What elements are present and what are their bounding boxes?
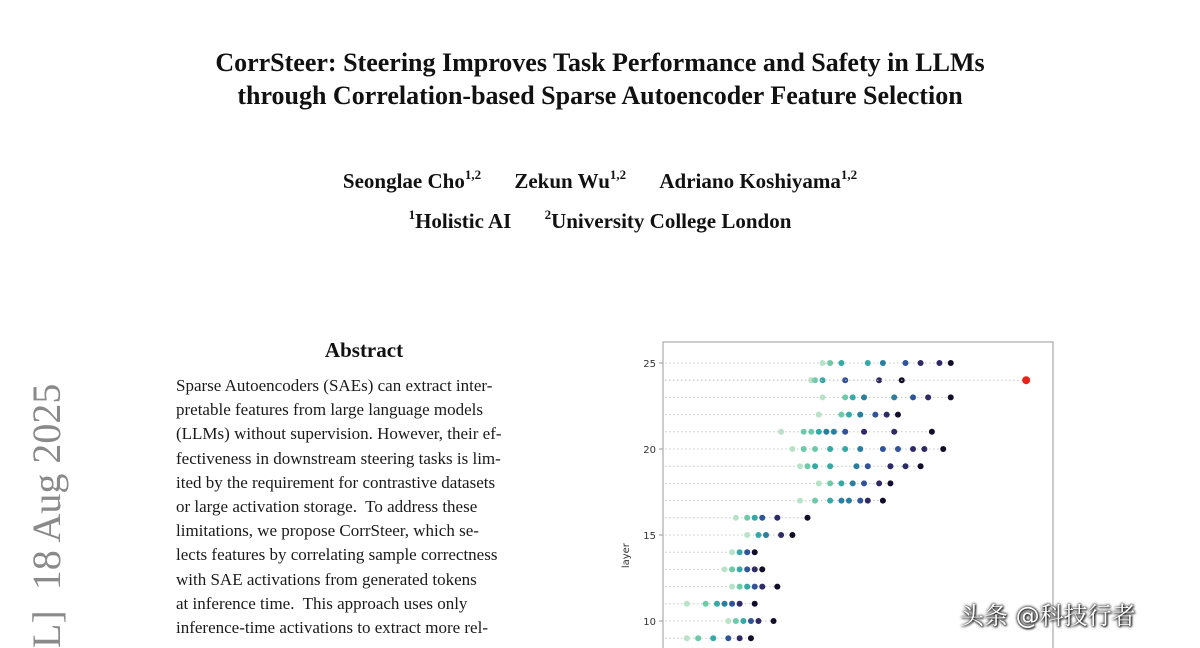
feature-point (816, 412, 822, 418)
feature-point (918, 360, 924, 366)
feature-point (880, 498, 886, 504)
feature-point (771, 618, 777, 624)
feature-point (695, 635, 701, 641)
feature-point (752, 549, 758, 555)
feature-point (872, 412, 878, 418)
feature-point (752, 515, 758, 521)
feature-point (895, 412, 901, 418)
feature-point (801, 446, 807, 452)
feature-point (865, 498, 871, 504)
feature-point (918, 463, 924, 469)
abstract-body (176, 374, 552, 640)
affil-name: Holistic AI (415, 209, 512, 233)
feature-point (733, 618, 739, 624)
feature-point (752, 601, 758, 607)
feature-point (737, 584, 743, 590)
feature-point (865, 360, 871, 366)
feature-point (861, 394, 867, 400)
feature-point (827, 446, 833, 452)
feature-point (880, 446, 886, 452)
feature-point (812, 498, 818, 504)
paper-title (0, 46, 1200, 112)
feature-point (903, 360, 909, 366)
feature-point (729, 601, 735, 607)
feature-point (755, 618, 761, 624)
feature-point (880, 360, 886, 366)
feature-point (744, 515, 750, 521)
feature-point (854, 463, 860, 469)
feature-point (820, 360, 826, 366)
author-affil-sup: 1,2 (464, 167, 482, 182)
author-affil-sup: 1,2 (609, 167, 627, 182)
feature-point (823, 429, 829, 435)
feature-point (842, 394, 848, 400)
feature-point (827, 463, 833, 469)
feature-point (801, 429, 807, 435)
feature-point (722, 601, 728, 607)
feature-point (850, 394, 856, 400)
abstract-line: or large activation storage. To address these (176, 497, 478, 517)
feature-point (887, 463, 893, 469)
abstract-heading: Abstract (324, 338, 404, 362)
feature-point (891, 394, 897, 400)
feature-point (936, 360, 942, 366)
feature-point (895, 446, 901, 452)
feature-point (710, 635, 716, 641)
highlight-point (1022, 376, 1030, 384)
feature-point (816, 429, 822, 435)
feature-point (948, 394, 954, 400)
feature-point (703, 601, 709, 607)
feature-point (729, 549, 735, 555)
feature-point (838, 360, 844, 366)
feature-point (929, 429, 935, 435)
feature-point (816, 480, 822, 486)
feature-point (740, 618, 746, 624)
feature-point (733, 515, 739, 521)
affiliation-1 (409, 209, 512, 233)
feature-point (804, 515, 810, 521)
feature-point (789, 532, 795, 538)
affil-name: University College London (551, 209, 792, 233)
feature-point (831, 429, 837, 435)
feature-point (857, 446, 863, 452)
author-name: Zekun Wu (514, 169, 610, 193)
abstract-line: ited by the requirement for contrastive datasets (176, 472, 496, 492)
source-watermark: 头条 @科技行者 (960, 602, 1136, 630)
feature-point (812, 463, 818, 469)
author-2 (514, 169, 626, 193)
y-tick-label: 10 (643, 617, 656, 628)
author-3 (659, 169, 857, 193)
feature-point (827, 498, 833, 504)
author-list (0, 166, 1200, 196)
y-tick-label: 15 (643, 531, 656, 542)
abstract-line: pretable features from large language models (176, 400, 483, 420)
feature-point (861, 429, 867, 435)
feature-point (857, 412, 863, 418)
abstract-line: with SAE activations from generated tokens (176, 569, 477, 589)
feature-point (903, 463, 909, 469)
abstract-line: (LLMs) without supervision. However, their ef- (176, 424, 502, 444)
feature-point (921, 446, 927, 452)
feature-point (755, 532, 761, 538)
feature-point (857, 498, 863, 504)
feature-point (887, 480, 893, 486)
abstract-line: fectiveness in downstream steering tasks is lim- (176, 448, 501, 468)
feature-point (752, 584, 758, 590)
feature-point (778, 532, 784, 538)
feature-point (759, 515, 765, 521)
abstract-line: inference-time activations to extract more rel- (176, 618, 488, 638)
feature-point (744, 584, 750, 590)
author-name: Seonglae Cho (342, 169, 465, 193)
feature-point (804, 463, 810, 469)
abstract-line: limitations, we propose CorrSteer, which se- (176, 521, 479, 541)
affil-sup: 2 (544, 207, 552, 222)
y-tick-label: 20 (643, 445, 656, 456)
feature-point (808, 429, 814, 435)
feature-point (737, 549, 743, 555)
feature-point (827, 360, 833, 366)
feature-point (842, 429, 848, 435)
affiliation-list (0, 206, 1200, 236)
feature-point (846, 498, 852, 504)
y-tick-label: 25 (643, 359, 656, 370)
feature-point (744, 566, 750, 572)
affiliation-2 (545, 209, 792, 233)
feature-point (910, 446, 916, 452)
feature-point (752, 566, 758, 572)
abstract-line: at inference time. This approach uses only (176, 593, 468, 613)
feature-point (861, 480, 867, 486)
feature-point (759, 584, 765, 590)
feature-point (729, 584, 735, 590)
feature-point (759, 566, 765, 572)
feature-point (838, 412, 844, 418)
feature-point (748, 635, 754, 641)
feature-point (744, 549, 750, 555)
feature-point (865, 463, 871, 469)
feature-point (910, 394, 916, 400)
feature-point (729, 566, 735, 572)
feature-point (744, 532, 750, 538)
feature-point (684, 601, 690, 607)
feature-point (948, 360, 954, 366)
feature-point (774, 584, 780, 590)
feature-point (725, 618, 731, 624)
author-affil-sup: 1,2 (840, 167, 858, 182)
feature-point (838, 498, 844, 504)
title-line-1: CorrSteer: Steering Improves Task Performance and Safety in LLMs (215, 48, 985, 77)
feature-point (846, 412, 852, 418)
feature-point (748, 618, 754, 624)
y-axis-label: layer (621, 543, 632, 569)
feature-point (684, 635, 690, 641)
feature-point (940, 446, 946, 452)
abstract-line: Sparse Autoencoders (SAEs) can extract inter- (176, 376, 493, 395)
feature-point (763, 532, 769, 538)
feature-point (925, 394, 931, 400)
feature-point (797, 498, 803, 504)
abstract-line: lects features by correlating sample correctness (176, 545, 498, 565)
feature-point (850, 480, 856, 486)
feature-point (774, 515, 780, 521)
feature-point (812, 446, 818, 452)
feature-point (722, 566, 728, 572)
feature-point (884, 412, 890, 418)
feature-point (876, 480, 882, 486)
feature-point (778, 429, 784, 435)
author-1 (343, 169, 481, 193)
arxiv-stamp: L] 18 Aug 2025 (24, 383, 69, 648)
feature-point (891, 429, 897, 435)
feature-point (820, 394, 826, 400)
feature-point (842, 446, 848, 452)
author-name: Adriano Koshiyama (659, 169, 841, 193)
feature-point (838, 480, 844, 486)
feature-point (789, 446, 795, 452)
feature-point (737, 635, 743, 641)
title-line-2: through Correlation-based Sparse Autoencoder Feature Selection (237, 81, 963, 110)
feature-point (820, 377, 826, 383)
feature-point (737, 601, 743, 607)
feature-point (827, 480, 833, 486)
affil-sup: 1 (408, 207, 416, 222)
feature-point (737, 566, 743, 572)
feature-point (714, 601, 720, 607)
feature-point (797, 463, 803, 469)
feature-point (725, 635, 731, 641)
